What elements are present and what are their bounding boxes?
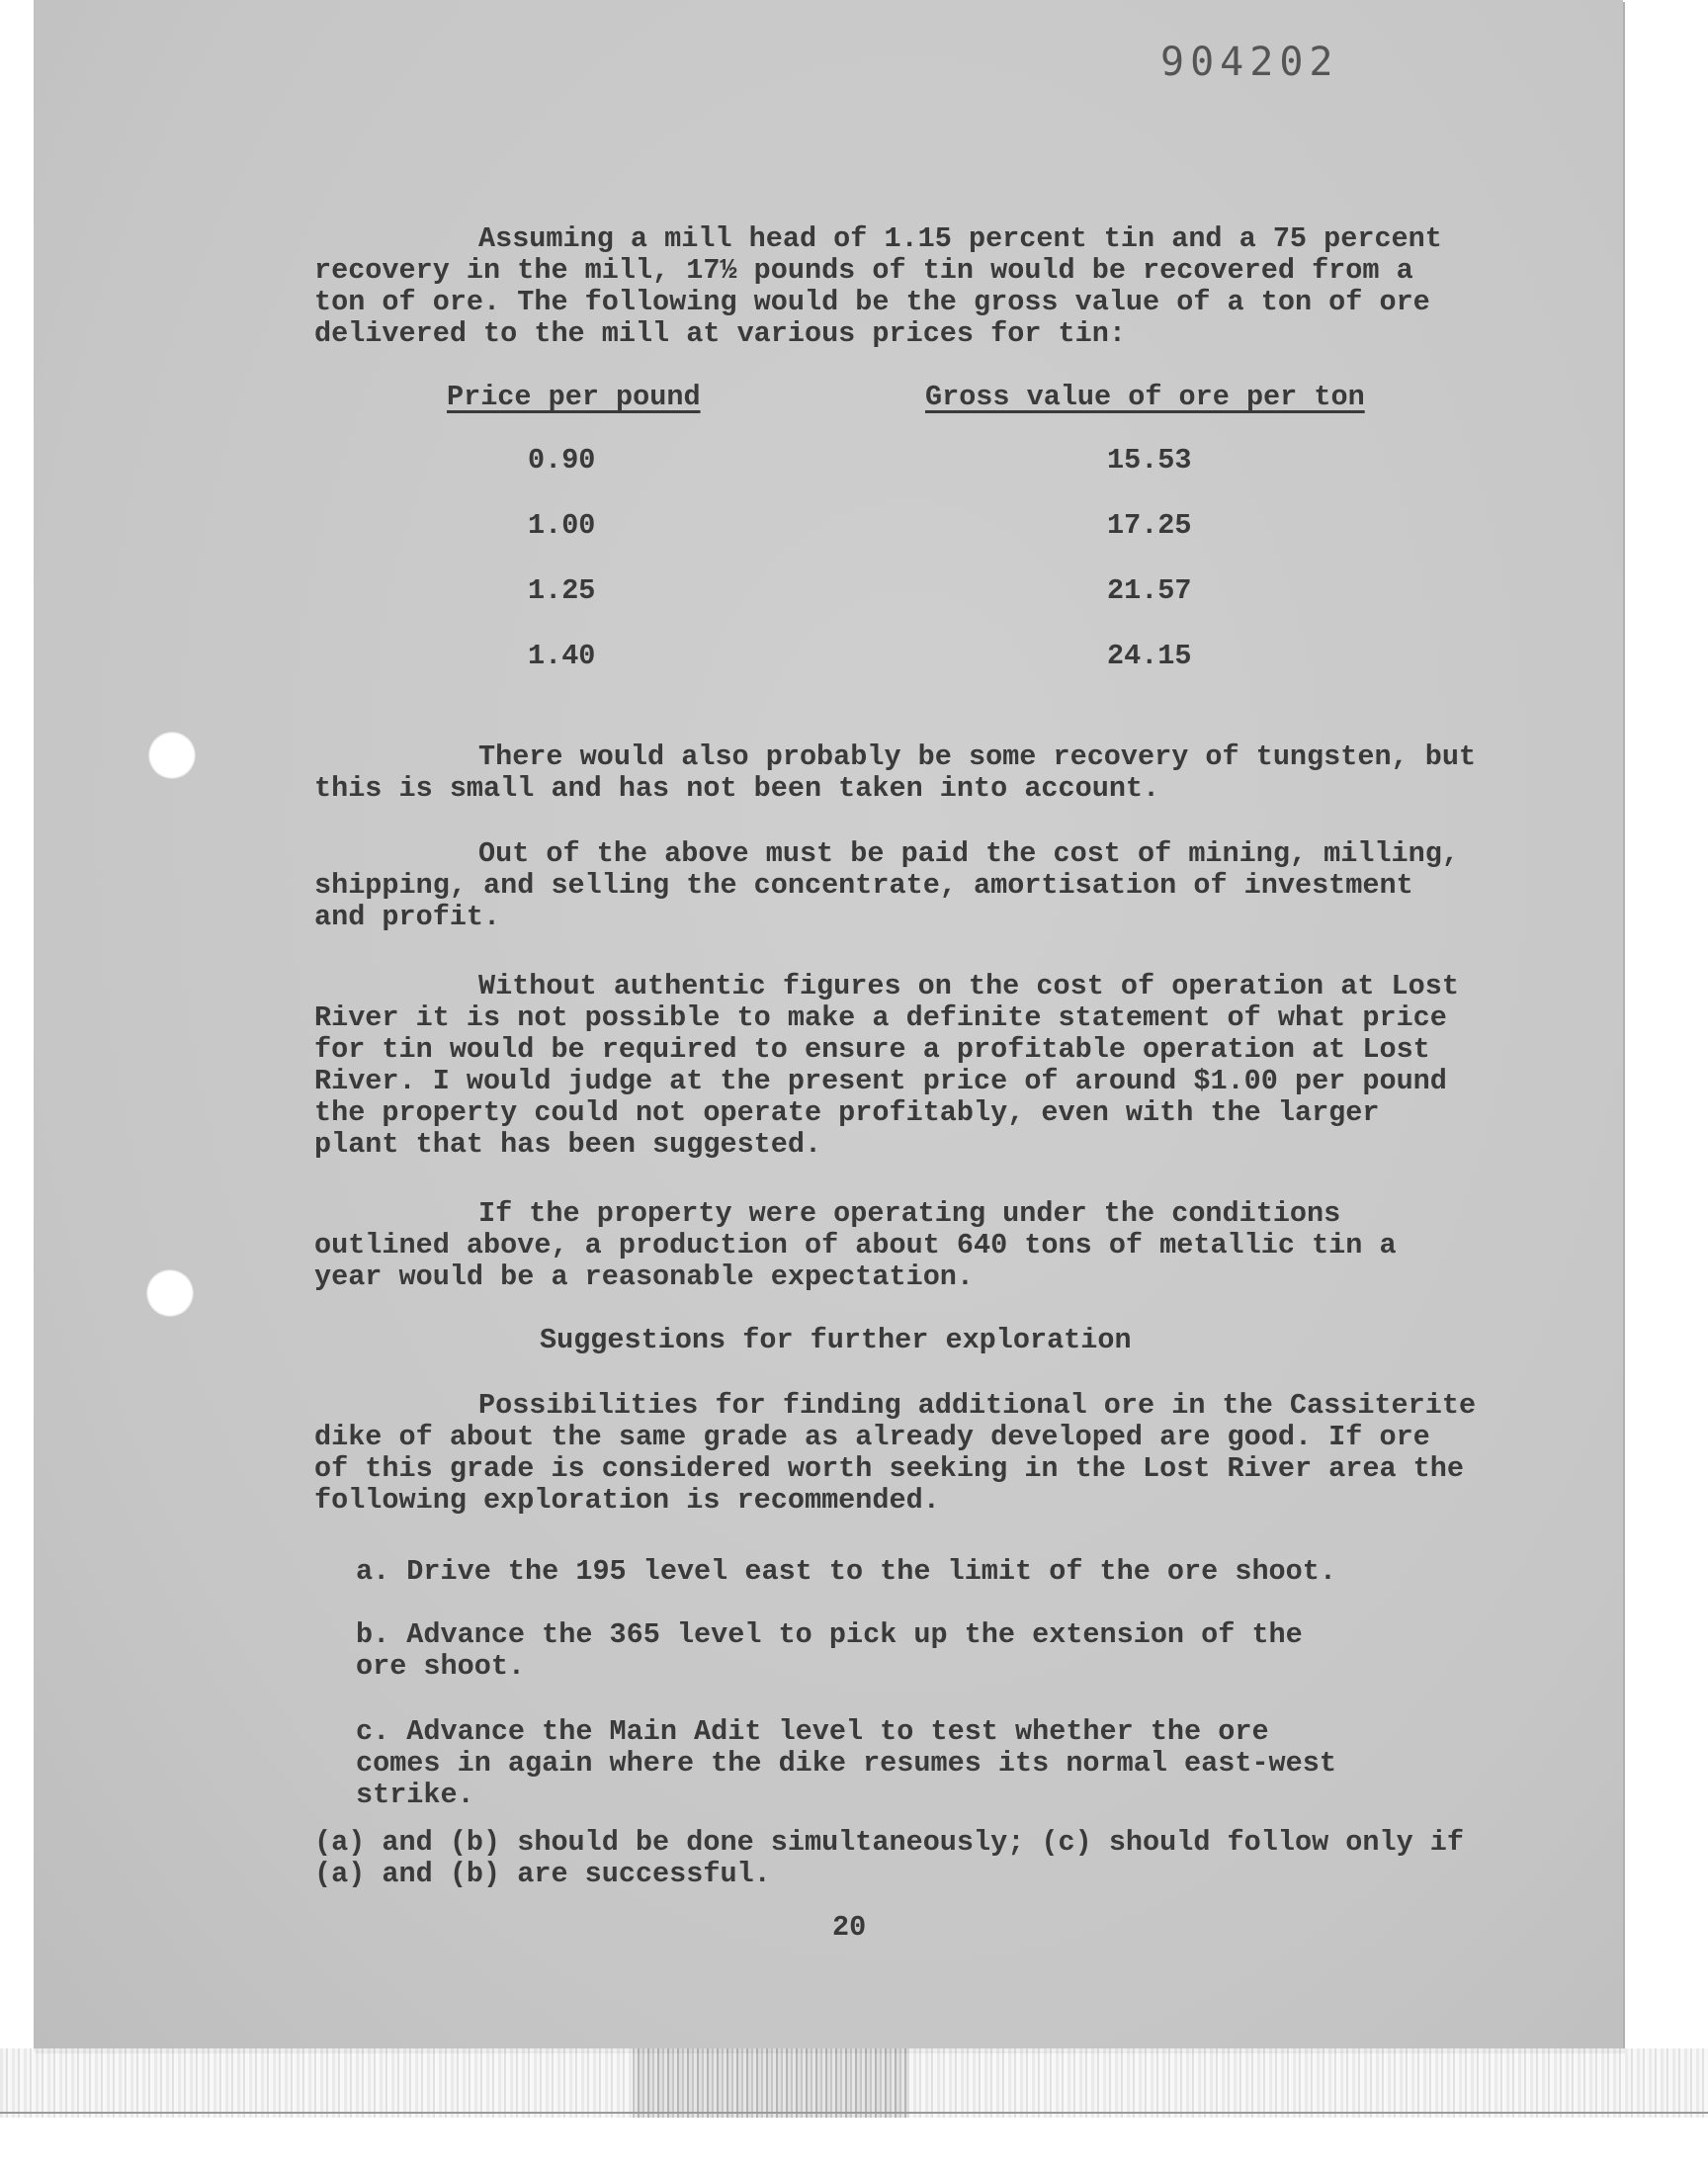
document-number-stamp: 904202: [1160, 40, 1339, 85]
table-row-price: 1.00: [528, 509, 596, 542]
table-row-price: 0.90: [528, 444, 596, 477]
punch-hole-top: [148, 732, 196, 779]
table-row-value: 24.15: [1107, 640, 1192, 672]
recommendation-item: c. Advance the Main Adit level to test whether the ore comes in again where the dike resumes its normal east-west strike.: [356, 1715, 1354, 1811]
table-header-gross-value: Gross value of ore per ton: [925, 381, 1365, 413]
scan-edge-line: [0, 2112, 1708, 2114]
page-number: 20: [832, 1911, 867, 1944]
closing-paragraph: (a) and (b) should be done simultaneously; (c) should follow only if (a) and (b) are successful.: [314, 1826, 1482, 1890]
scan-artifact-band: [0, 2048, 1708, 2118]
table-row-value: 21.57: [1107, 574, 1192, 607]
table-row-value: 17.25: [1107, 509, 1192, 542]
production-paragraph: If the property were operating under the conditions outlined above, a production of about 640 tons of metallic tin a year would be a reasonable expectation.: [314, 1197, 1413, 1293]
paper-sheet: [34, 0, 1623, 2051]
punch-hole-bottom: [146, 1269, 194, 1317]
table-row-price: 1.40: [528, 640, 596, 672]
operation-cost-paragraph: Without authentic figures on the cost of operation at Lost River it is not possible to make a definite statement of what price for tin would be required to ensure a profitable operation at Lost River. I would judge at the present price of around $1.00 per pound the property could not operate profitably, even with the larger plant that has been suggested.: [314, 970, 1477, 1161]
table-header-price: Price per pound: [447, 381, 701, 413]
table-row-value: 15.53: [1107, 444, 1192, 477]
tungsten-paragraph: There would also probably be some recovery of tungsten, but this is small and has not been taken into account.: [314, 740, 1494, 805]
intro-paragraph: Assuming a mill head of 1.15 percent tin and a 75 percent recovery in the mill, 17½ pounds of tin would be recovered from a ton of ore. The following would be the gross value of a ton of ore delivered to the mill at various prices for tin:: [314, 222, 1459, 350]
recommendation-item: b. Advance the 365 level to pick up the extension of the ore shoot.: [356, 1618, 1320, 1683]
scan-artifact-dark: [633, 2048, 909, 2118]
section-heading: Suggestions for further exploration: [540, 1324, 1132, 1356]
costs-paragraph: Out of the above must be paid the cost of mining, milling, shipping, and selling the concentrate, amortisation of investment and profit.: [314, 837, 1477, 933]
exploration-intro-paragraph: Possibilities for finding additional ore in the Cassiterite dike of about the same grade as already developed are good. If ore of this grade is considered worth seeking in the Lost River area the following exploration is recommended.: [314, 1389, 1494, 1517]
table-row-price: 1.25: [528, 574, 596, 607]
recommendation-item: a. Drive the 195 level east to the limit of the ore shoot.: [356, 1555, 1336, 1588]
